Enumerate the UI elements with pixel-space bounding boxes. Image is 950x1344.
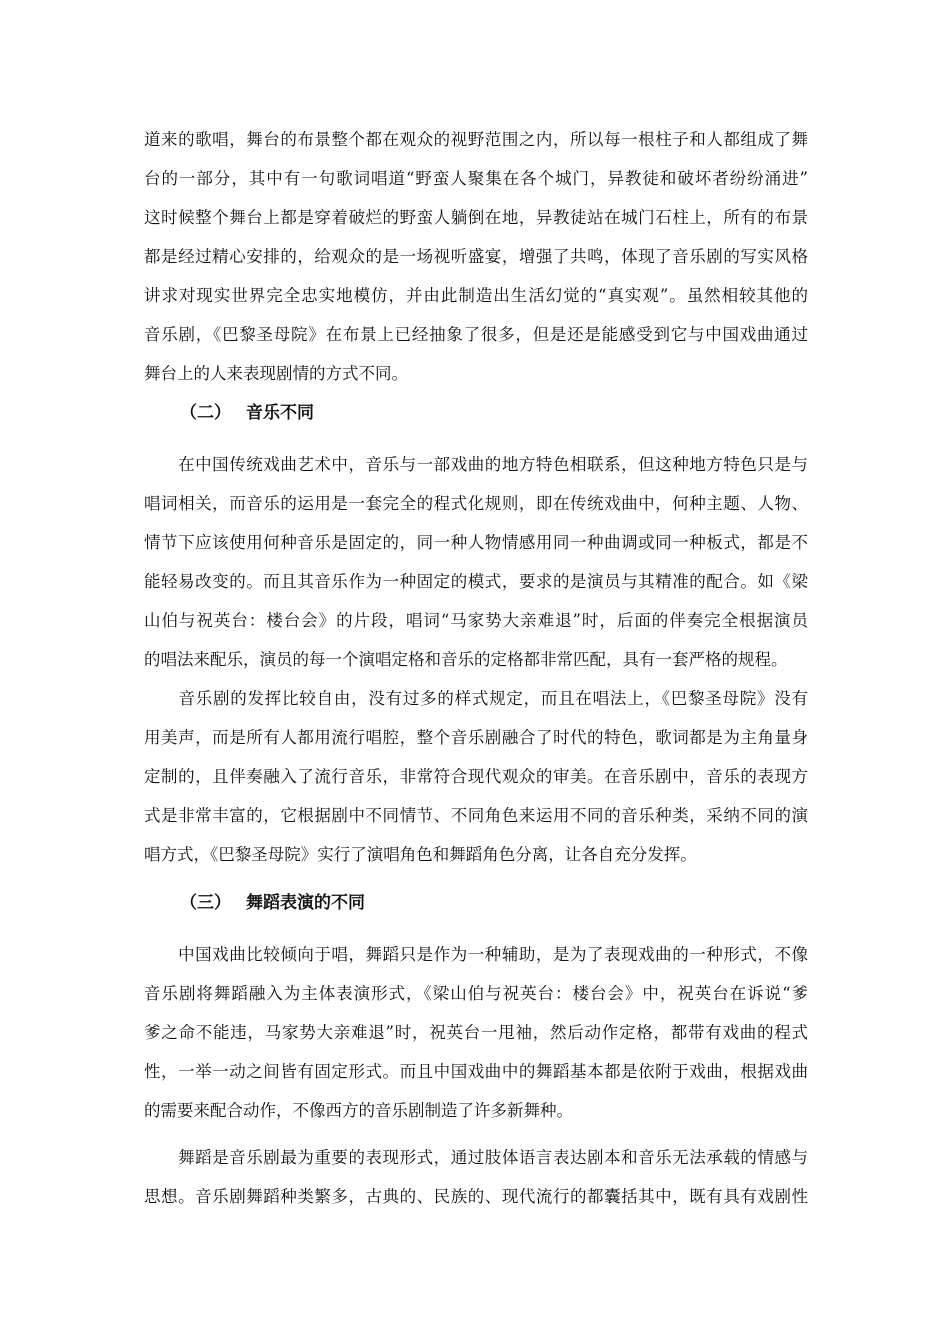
paragraph-4-line-2: 音乐剧将舞蹈融入为主体表演形式，《梁山伯与祝英台：楼台会》中，祝英台在诉说“爹 xyxy=(144,984,808,1003)
paragraph-2-line-6: 的唱法来配乐，演员的每一个演唱定格和音乐的定格都非常匹配，具有一套严格的规程。 xyxy=(144,650,788,669)
paragraph-2-line-2: 唱词相关，而音乐的运用是一套完全的程式化规则，即在传统戏曲中，何种主题、人物、 xyxy=(144,494,808,513)
section-heading-3 xyxy=(180,892,365,914)
paragraph-4-line-5: 的需要来配合动作，不像西方的音乐剧制造了许多新舞种。 xyxy=(144,1101,573,1120)
paragraph-2-line-4: 能轻易改变的。而且其音乐作为一种固定的模式，要求的是演员与其精准的配合。如《梁 xyxy=(144,572,808,591)
paragraph-2-line-1: 在中国传统戏曲艺术中，音乐与一部戏曲的地方特色相联系，但这种地方特色只是与 xyxy=(144,455,808,474)
paragraph-1-line-3: 这时候整个舞台上都是穿着破烂的野蛮人躺倒在地，异教徒站在城门石柱上，所有的布景 xyxy=(144,208,808,227)
paragraph-2-line-5: 山伯与祝英台：楼台会》的片段，唱词“马家势大亲难退”时，后面的伴奏完全根据演员 xyxy=(144,611,808,630)
paragraph-3-line-5: 唱方式，《巴黎圣母院》实行了演唱角色和舞蹈角色分离，让各自充分发挥。 xyxy=(144,845,697,864)
section-heading-2-number: （二） xyxy=(180,403,231,423)
paragraph-1-line-4: 都是经过精心安排的，给观众的是一场视听盛宴，增强了共鸣，体现了音乐剧的写实风格 xyxy=(144,247,808,266)
paragraph-5-line-2: 思想。音乐剧舞蹈种类繁多，古典的、民族的、现代流行的都囊括其中，既有具有戏剧性 xyxy=(144,1187,808,1206)
paragraph-3-line-4: 式是非常丰富的，它根据剧中不同情节、不同角色来运用不同的音乐种类，采纳不同的演 xyxy=(144,806,808,825)
paragraph-1-line-2: 台的一部分，其中有一句歌词唱道“野蛮人聚集在各个城门，异教徒和破坏者纷纷涌进” xyxy=(144,169,808,188)
paragraph-1-line-1: 道来的歌唱，舞台的布景整个都在观众的视野范围之内，所以每一根柱子和人都组成了舞 xyxy=(144,130,808,149)
section-heading-2-title: 音乐不同 xyxy=(246,403,314,423)
paragraph-5-line-1: 舞蹈是音乐剧最为重要的表现形式，通过肢体语言表达剧本和音乐无法承载的情感与 xyxy=(144,1148,808,1167)
paragraph-4-line-3: 爹之命不能违，马家势大亲难退”时，祝英台一甩袖，然后动作定格，都带有戏曲的程式 xyxy=(144,1023,808,1042)
section-heading-3-title: 舞蹈表演的不同 xyxy=(246,893,365,913)
paragraph-3-line-2: 用美声，而是所有人都用流行唱腔，整个音乐剧融合了时代的特色，歌词都是为主角量身 xyxy=(144,728,808,747)
paragraph-1-line-6: 音乐剧，《巴黎圣母院》在布景上已经抽象了很多，但是还是能感受到它与中国戏曲通过 xyxy=(144,325,808,344)
section-heading-2 xyxy=(180,402,314,424)
paragraph-2-line-3: 情节下应该使用何种音乐是固定的，同一种人物情感用同一种曲调或同一种板式，都是不 xyxy=(144,533,808,552)
paragraph-3-line-3: 定制的，且伴奏融入了流行音乐，非常符合现代观众的审美。在音乐剧中，音乐的表现方 xyxy=(144,767,808,786)
paragraph-4-line-1: 中国戏曲比较倾向于唱，舞蹈只是作为一种辅助，是为了表现戏曲的一种形式，不像 xyxy=(144,945,808,964)
paragraph-3-line-1: 音乐剧的发挥比较自由，没有过多的样式规定，而且在唱法上，《巴黎圣母院》没有 xyxy=(144,689,808,708)
section-heading-3-number: （三） xyxy=(180,893,231,913)
paragraph-1-line-7: 舞台上的人来表现剧情的方式不同。 xyxy=(144,364,408,383)
paragraph-1-line-5: 讲求对现实世界完全忠实地模仿，并由此制造出生活幻觉的“真实观”。虽然相较其他的 xyxy=(144,286,808,305)
paragraph-4-line-4: 性，一举一动之间皆有固定形式。而且中国戏曲中的舞蹈基本都是依附于戏曲，根据戏曲 xyxy=(144,1062,808,1081)
